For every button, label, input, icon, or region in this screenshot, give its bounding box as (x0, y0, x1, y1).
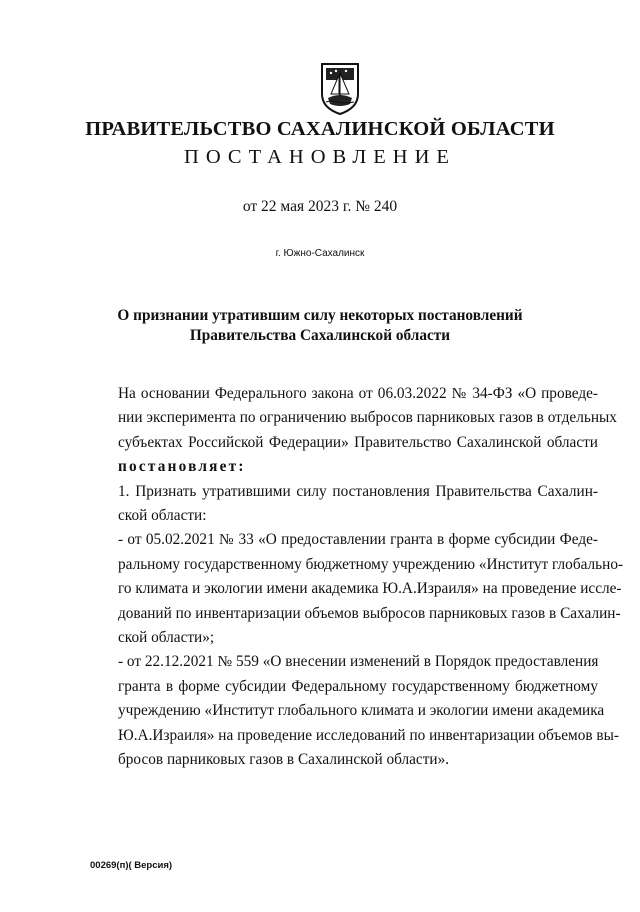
subject-line-2: Правительства Сахалинской области (189, 327, 451, 344)
sub2-line: - от 22.12.2021 № 559 «О внесении изменений в Порядок предоставления (118, 653, 599, 671)
sub2-line: гранта в форме субсидии Федеральному государственному бюджетному (118, 677, 598, 695)
body-line: нии эксперимента по ограничению выбросов парниковых газов в отдельных (118, 409, 617, 427)
document-place: г. Южно-Сахалинск (275, 248, 365, 259)
document-type: ПОСТАНОВЛЕНИЕ (184, 146, 456, 168)
item1-line: ской области: (118, 507, 207, 525)
sakhalin-coat-of-arms-icon (318, 60, 362, 116)
organization-title: ПРАВИТЕЛЬСТВО САХАЛИНСКОЙ ОБЛАСТИ (85, 118, 555, 140)
document-body (118, 382, 624, 773)
item1-line: 1. Признать утратившими силу постановления Правительства Сахалин- (118, 482, 598, 500)
sub2-line: Ю.А.Израиля» на проведение исследований по инвентаризации объемов вы- (118, 726, 620, 744)
sub1-line: - от 05.02.2021 № 33 «О предоставлении гранта в форме субсидии Феде- (118, 531, 598, 549)
decree-colon: : (238, 458, 246, 476)
decree-word: постановляет (118, 458, 239, 476)
footer-code: 00269(п)( Версия) (90, 860, 173, 871)
sub2-line: учреждению «Институт глобального климата и экологии имени академика (118, 702, 605, 720)
sub1-line: ской области»; (118, 629, 215, 647)
subject-line-1: О признании утратившим силу некоторых постановлений (117, 307, 523, 324)
sub1-line: го климата и экологии имени академика Ю.А.Израиля» на проведение иссле- (118, 580, 622, 598)
decree-line (118, 455, 598, 479)
body-line: На основании Федерального закона от 06.03.2022 № 34-ФЗ «О проведе- (118, 385, 598, 402)
document-date-number: от 22 мая 2023 г. № 240 (242, 198, 398, 215)
body-line: субъектах Российской Федерации» Правительство Сахалинской области (118, 433, 598, 451)
sub1-line: ральному государственному бюджетному учреждению «Институт глобально- (118, 555, 624, 573)
document-subject (0, 306, 640, 346)
sub2-line: бросов парниковых газов в Сахалинской области». (118, 751, 450, 769)
sub1-line: дований по инвентаризации объемов выбросов парниковых газов в Сахалин- (118, 604, 621, 622)
